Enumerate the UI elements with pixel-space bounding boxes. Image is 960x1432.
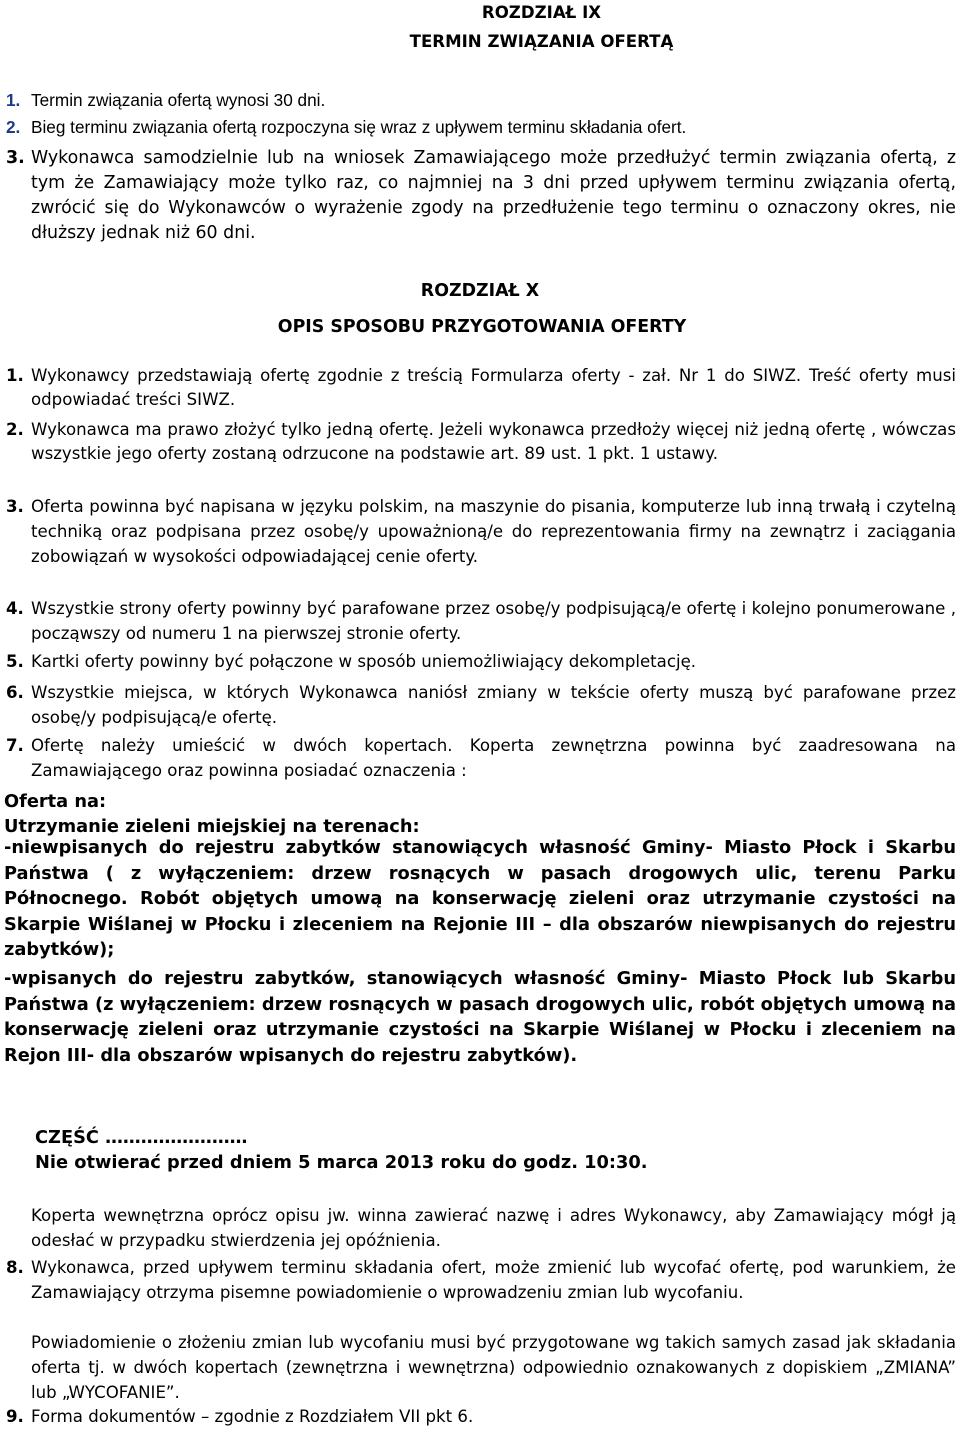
ch10-item-7-text: Ofertę należy umieścić w dwóch kopertach. Koperta zewnętrzna powinna być zaadresowana na Zamawiającego oraz powinna posiadać oznaczenia : (31, 736, 956, 780)
item-9-number: 9. (6, 1407, 24, 1426)
offer-paragraph-registered: -wpisanych do rejestru zabytków, stanowiących własność Gminy- Miasto Płock lub Skarbu Państwa (z wyłączeniem: drzew rosnących w pasach drogowych ulic, robót objętych umową na konserwację zieleni oraz utrzymanie czystości na Skarpie Wiślanej w Płocku i zleceniem na Rejon III- dla obszarów wpisanych do rejestru zabytków). (4, 968, 956, 1066)
ch10-item-5-number: 5. (6, 652, 24, 671)
inner-envelope-text: Koperta wewnętrzna oprócz opisu jw. winna zawierać nazwę i adres Wykonawcy, aby Zamawiający mógł ją odesłać w przypadku stwierdzenia jej opóźnienia. (31, 1206, 956, 1250)
ch10-item-4-number: 4. (6, 599, 24, 618)
offer-subject: Utrzymanie zieleni miejskiej na terenach: (4, 816, 420, 837)
ch10-item-7-number: 7. (6, 736, 24, 755)
part-label: CZĘŚĆ …………………… (35, 1127, 248, 1148)
ch10-item-5-text: Kartki oferty powinny być połączone w sposób uniemożliwiający dekompletację. (31, 652, 697, 671)
ch9-item-2-text: Bieg terminu związania ofertą rozpoczyna się wraz z upływem terminu składania ofert. (31, 117, 687, 137)
chapter-10-heading: ROZDZIAŁ X (420, 281, 540, 301)
offer-for-label: Oferta na: (4, 791, 107, 812)
ch9-item-3-text: Wykonawca samodzielnie lub na wniosek Zamawiającego może przedłużyć termin związania ofertą, z tym że Zamawiający może tylko raz, co najmniej na 3 dni przed upływem terminu związania ofertą, zwrócić się do Wykonawców o wyrażenie zgody na przedłużenie tego terminu o oznaczony okres, nie dłuższy jednak niż 60 dni. (31, 148, 956, 243)
ch10-item-2-number: 2. (6, 420, 24, 439)
chapter-9-title: TERMIN ZWIĄZANIA OFERTĄ (409, 32, 674, 51)
ch10-item-3-text: Oferta powinna być napisana w języku polskim, na maszynie do pisania, komputerze lub inną trwałą i czytelną techniką oraz podpisana przez osobę/y upoważnioną/e do reprezentowania firmy na zewnątrz i zaciągania zobowiązań w wysokości odpowiadającej cenie oferty. (31, 497, 956, 566)
ch10-item-6-text: Wszystkie miejsca, w których Wykonawca naniósł zmiany w tekście oferty muszą być parafowane przez osobę/y podpisującą/e ofertę. (31, 683, 956, 727)
ch10-item-1-text: Wykonawcy przedstawiają ofertę zgodnie z treścią Formularza oferty - zał. Nr 1 do SIWZ. Treść oferty musi odpowiadać treści SIWZ. (31, 366, 956, 409)
ch10-item-6-number: 6. (6, 683, 24, 702)
item-8-text: Wykonawca, przed upływem terminu składania ofert, może zmienić lub wycofać ofertę, pod warunkiem, że Zamawiający otrzyma pisemne powiadomienie o wprowadzeniu zmian lub wycofaniu. (31, 1258, 956, 1302)
ch9-item-2-number: 2. (6, 117, 21, 137)
do-not-open-notice: Nie otwierać przed dniem 5 marca 2013 roku do godz. 10:30. (35, 1152, 648, 1173)
chapter-9-heading: ROZDZIAŁ IX (481, 3, 602, 22)
item-8-number: 8. (6, 1258, 24, 1277)
ch9-item-3-number: 3. (6, 148, 25, 168)
ch10-item-3-number: 3. (6, 497, 24, 516)
chapter-10-title: OPIS SPOSOBU PRZYGOTOWANIA OFERTY (277, 317, 687, 337)
item-8-text-2: Powiadomienie o złożeniu zmian lub wycofaniu musi być przygotowane wg takich samych zasad jak składania oferta tj. w dwóch kopertach (zewnętrzna i wewnętrzna) odpowiednio oznakowanych z dopiskiem „ZMIANA” lub „WYCOFANIE”. (31, 1333, 956, 1402)
offer-paragraph-not-registered: -niewpisanych do rejestru zabytków stanowiących własność Gminy- Miasto Płock i Skarbu Państwa ( z wyłączeniem: drzew rosnących w pasach drogowych ulic, terenu Parku Północnego. Robót objętych umową na konserwację zieleni oraz utrzymanie czystości na Skarpie Wiślanej w Płocku i zleceniem na Rejonie III – dla obszarów niewpisanych do rejestru zabytków); (4, 837, 956, 960)
ch9-item-1-number: 1. (6, 90, 21, 110)
item-9-text: Forma dokumentów – zgodnie z Rozdziałem VII pkt 6. (31, 1407, 474, 1426)
ch10-item-2-text: Wykonawca ma prawo złożyć tylko jedną ofertę. Jeżeli wykonawca przedłoży więcej niż jedną ofertę , wówczas wszystkie jego oferty zostaną odrzucone na podstawie art. 89 ust. 1 pkt. 1 ustawy. (31, 420, 956, 463)
ch10-item-4-text: Wszystkie strony oferty powinny być parafowane przez osobę/y podpisującą/e ofertę i kolejno ponumerowane , począwszy od numeru 1 na pierwszej stronie oferty. (31, 599, 956, 643)
ch10-item-1-number: 1. (6, 366, 24, 385)
ch9-item-1-text: Termin związania ofertą wynosi 30 dni. (31, 90, 326, 110)
